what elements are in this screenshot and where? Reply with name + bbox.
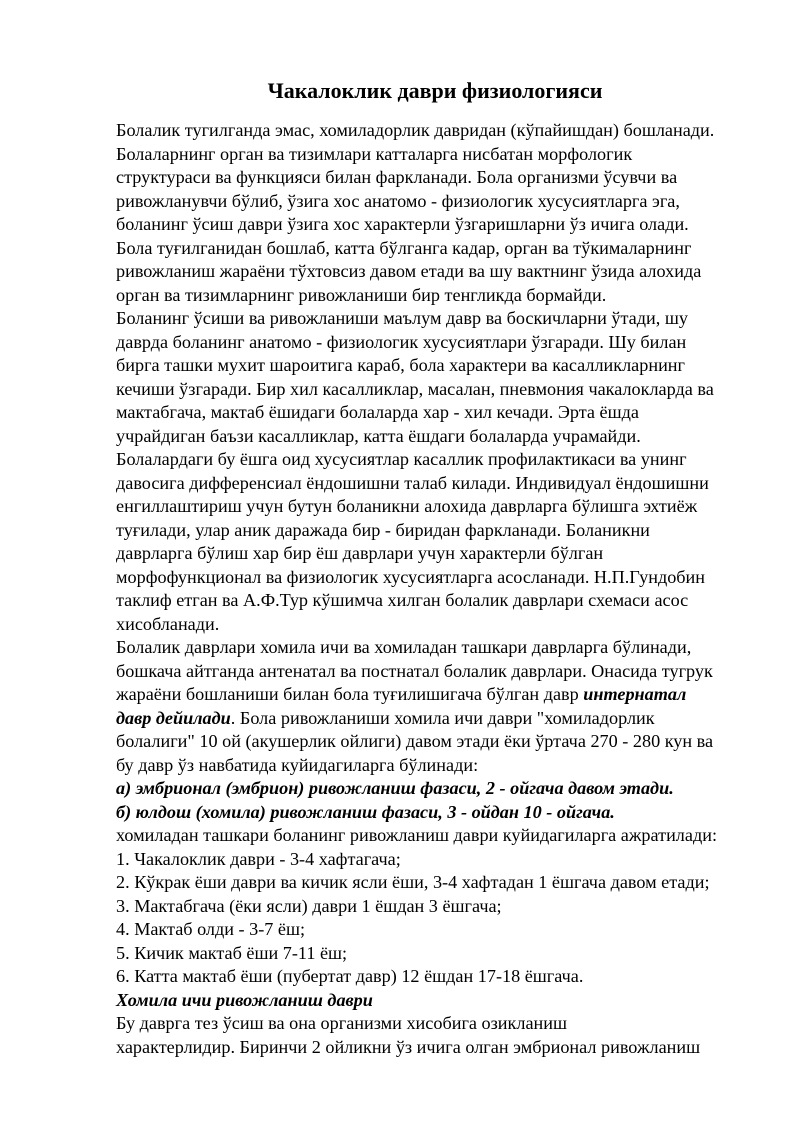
text-line: бу давр ўз навбатида куйидагиларга бўлинади: xyxy=(116,754,479,775)
list-item: 6. Катта мактаб ёши (пубертат давр) 12 ёшдан 17-18 ёшгача. xyxy=(116,966,584,986)
text-line: Болалик тугилганда эмас, хомиладорлик давридан (кўпайишдан) бошланади. xyxy=(116,120,715,140)
list-item: 1. Чакалоклик даври - 3-4 хафтагача; xyxy=(116,848,401,869)
text-line: учрайдиган баъзи касалликлар, катта ёшдаги болаларда учрамайди. xyxy=(116,425,641,446)
text-line: туғилади, улар аник даражада бир - биридан фаркланади. Боланикни xyxy=(116,519,650,540)
text-line: ривожланувчи бўлиб, ўзига хос анатомо - физиологик хусусиятларга эга, xyxy=(116,190,680,211)
text-line: енгиллаштириш учун бутун боланикни алохида даврларга бўлишга эхтиёж xyxy=(116,496,698,516)
text-line: Болалик даврлари хомила ичи ва хомиладан ташкари даврларга бўлинади, xyxy=(116,637,692,657)
term-davr-deyiladi: давр дейилади xyxy=(116,707,231,728)
term-internatal: интернатал xyxy=(583,684,687,704)
text-run: . Бола ривожланиши хомила ичи даври "хомиладорлик xyxy=(230,707,655,728)
text-line: мактабгача, мактаб ёшидаги болаларда хар - хил кечади. Эрта ёшда xyxy=(116,402,639,422)
text-line: Бу даврга тез ўсиш ва она организми хисобига озикланиш xyxy=(116,1013,567,1033)
text-line: даврларга бўлиш хар бир ёш даврлари учун характерли бўлган xyxy=(116,543,604,563)
text-line: Бола туғилганидан бошлаб, катта бўлганга кадар, орган ва тўкималарнинг xyxy=(116,237,692,258)
text-line: бирга ташки мухит шароитига караб, бола характери ва касалликларнинг xyxy=(116,355,685,375)
text-line: давосига дифференсиал ёндошишни талаб килади. Индивидуал ёндошишни xyxy=(116,472,709,493)
text-line: ривожланиш жараёни тўхтовсиз давом етади ва шу вактнинг ўзида алохида xyxy=(116,261,702,281)
list-item: 3. Мактабгача (ёки ясли) даври 1 ёшдан 3 ёшгача; xyxy=(116,895,502,916)
text-line: бошкача айтганда антенатал ва постнатал болалик даврлари. Онасида тугрук xyxy=(116,660,713,681)
text-line: боланинг ўсиш даври ўзига хос характерли ўзгаришларни ўз ичига олади. xyxy=(116,214,689,234)
document-title: Чакалоклик даври физиологияси xyxy=(267,78,603,103)
phase-b-line: б) юлдош (хомила) ривожланиш фазаси, 3 - ойдан 10 - ойгача. xyxy=(116,801,615,822)
text-line: хомиладан ташкари боланинг ривожланиш даври куйидагиларга ажратилади: xyxy=(116,825,717,845)
text-run: жараёни бошланиши билан бола туғилишигача бўлган давр xyxy=(116,684,584,704)
text-line: структураси ва функцияси билан фаркланади. Бола организми ўсувчи ва xyxy=(116,167,678,187)
list-item: 2. Кўкрак ёши даври ва кичик ясли ёши, 3-4 хафтадан 1 ёшгача давом етади; xyxy=(116,872,710,892)
text-line: таклиф етган ва А.Ф.Тур кўшимча хилган болалик даврлари схемаси асос xyxy=(116,590,689,610)
text-line: болалиги" 10 ой (акушерлик ойлиги) давом этади ёки ўртача 270 - 280 кун ва xyxy=(116,731,714,751)
section-subheading: Хомила ичи ривожланиш даври xyxy=(116,989,373,1010)
phase-a-line: а) эмбрионал (эмбрион) ривожланиш фазаси, 2 - ойгача давом этади. xyxy=(116,778,674,798)
list-item: 4. Мактаб олди - 3-7 ёш; xyxy=(116,919,306,939)
text-line: Болалардаги бу ёшга оид хусусиятлар касаллик профилактикаси ва унинг xyxy=(116,449,687,469)
text-line: Болаларнинг орган ва тизимлари катталарга нисбатан морфологик xyxy=(116,143,633,164)
text-line: Боланинг ўсиши ва ривожланиши маълум давр ва боскичларни ўтади, шу xyxy=(116,308,688,328)
list-item: 5. Кичик мактаб ёши 7-11 ёш; xyxy=(116,942,348,963)
body-text xyxy=(116,119,740,1059)
text-line: орган ва тизимларнинг ривожланиши бир тенгликда бормайди. xyxy=(116,284,607,305)
text-line: даврда боланинг анатомо - физиологик хусусиятлари ўзгаради. Шу билан xyxy=(116,331,687,352)
text-line: морфофункционал ва физиологик хусусиятларга асосланади. Н.П.Гундобин xyxy=(116,566,706,587)
text-line-mixed xyxy=(116,683,740,707)
text-line-mixed xyxy=(116,707,740,731)
text-line: кечиши ўзгаради. Бир хил касалликлар, масалан, пневмония чакалокларда ва xyxy=(116,378,714,399)
text-line: хисобланади. xyxy=(116,613,220,634)
text-line: характерлидир. Биринчи 2 ойликни ўз ичига олган эмбрионал ривожланиш xyxy=(116,1036,701,1057)
